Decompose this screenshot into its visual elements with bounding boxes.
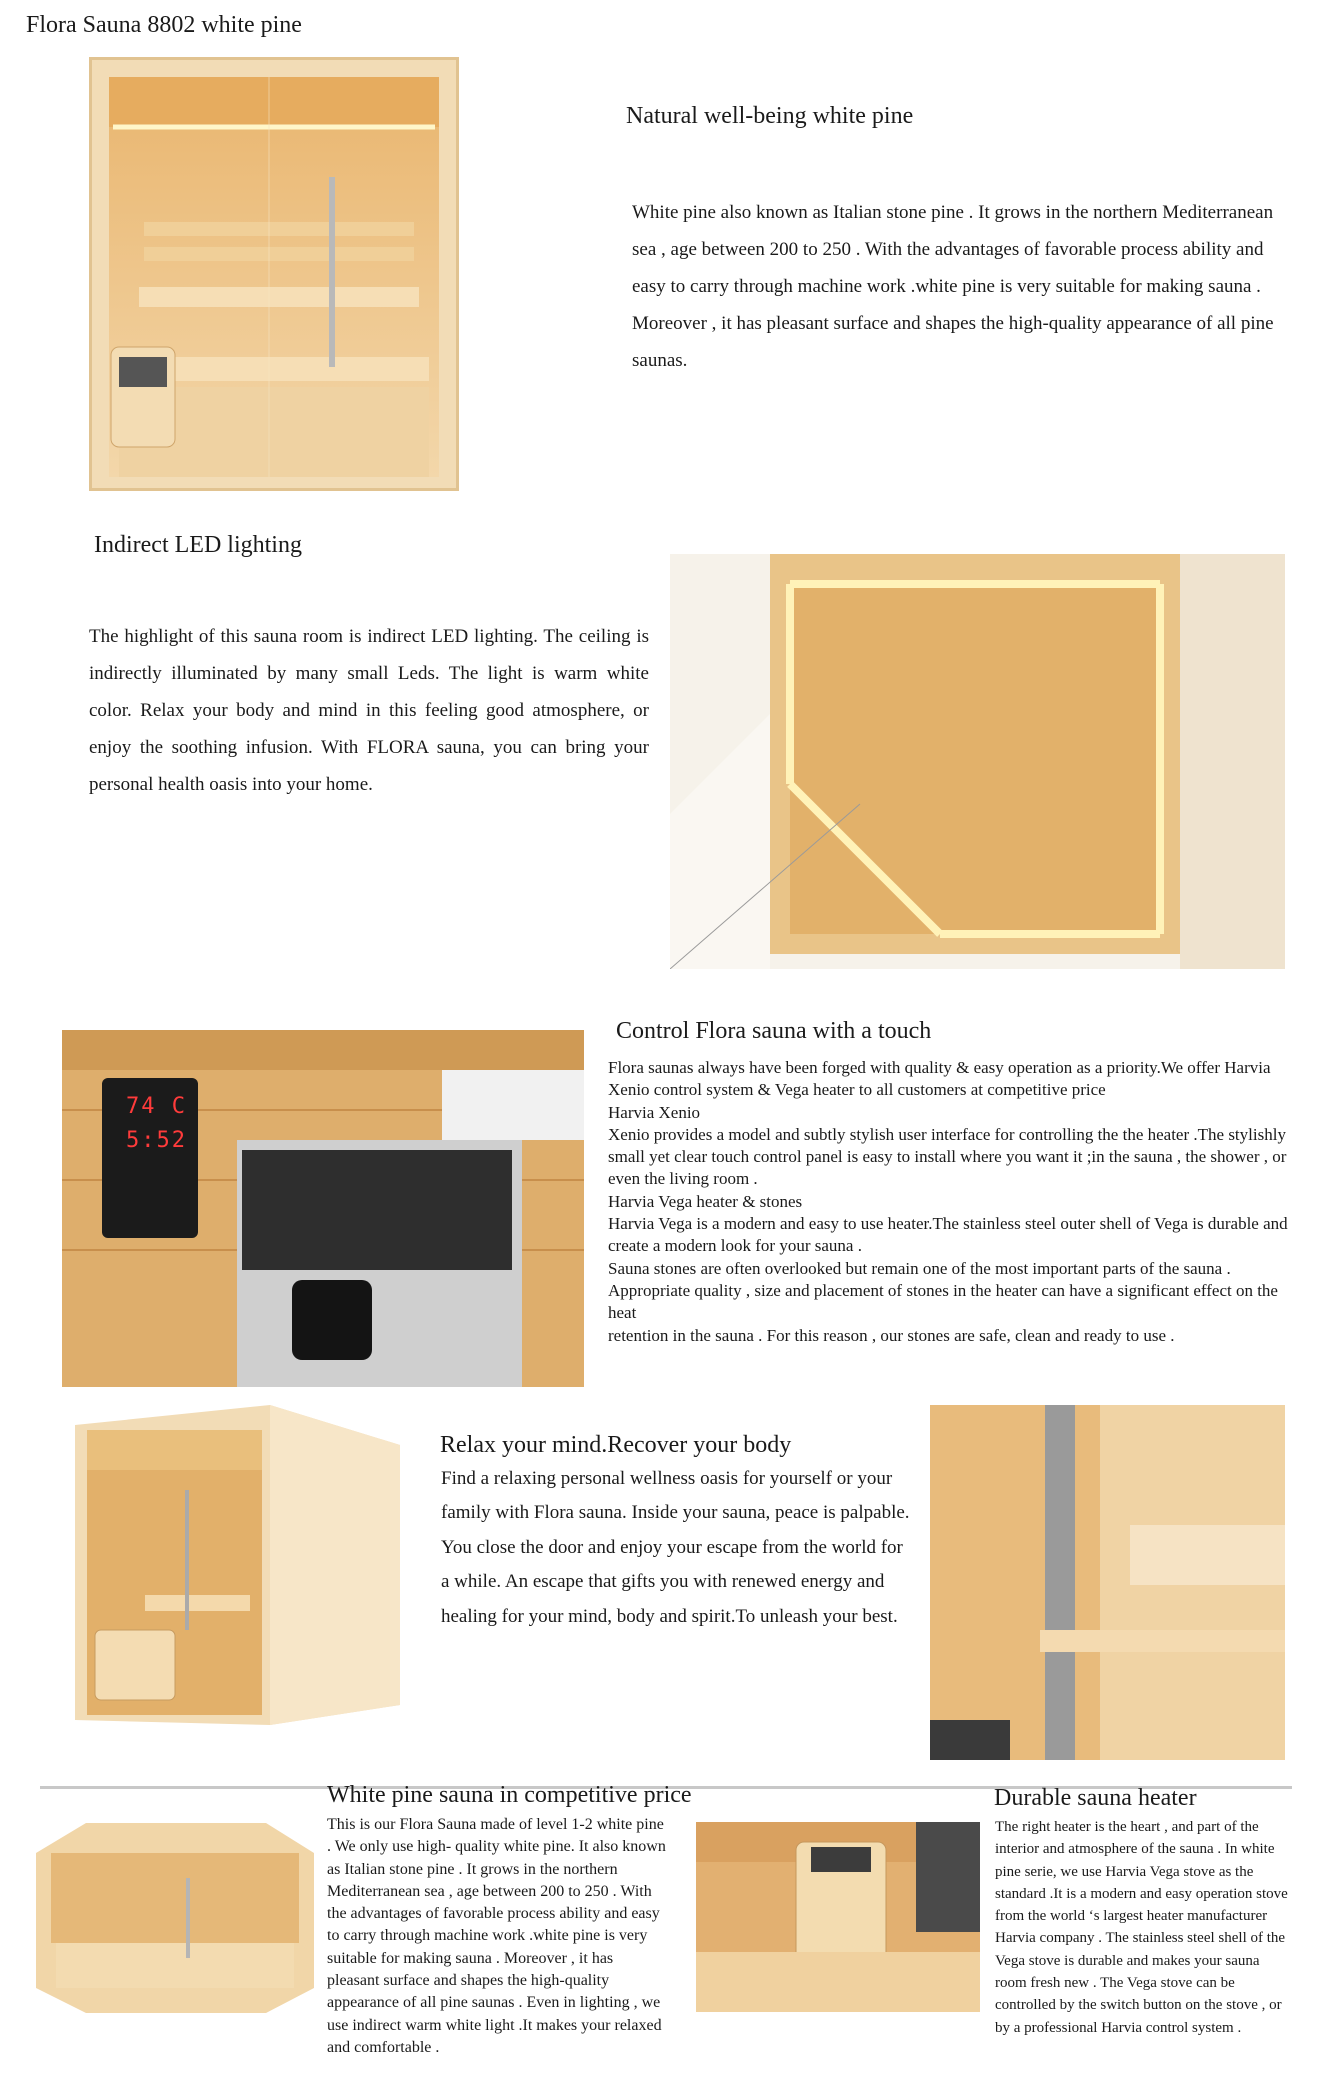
control-line: Harvia Xenio bbox=[608, 1102, 701, 1122]
heater-photo bbox=[696, 1822, 980, 2012]
led-text: The highlight of this sauna room is indirect LED lighting. The ceiling is indirectly illuminated by many small Leds. The light is warm white color. Relax your body and mind in this feeling good atmosphere, or enjoy the soothing infusion. With FLORA sauna, you can bring your personal health oasis into your home. bbox=[89, 626, 649, 795]
control-line: Flora saunas always have been forged with quality & easy operation as a priority.We offer Harvia Xenio control system & Vega heater to all customers at competitive price bbox=[608, 1058, 1271, 1100]
sauna-door-interior-photo bbox=[930, 1405, 1285, 1760]
relax-text: Find a relaxing personal wellness oasis for yourself or your family with Flora sauna. Inside your sauna, peace is palpable. You close the door and enjoy your escape from the world for a while. An escape that gifts you with renewed energy and healing for your mind, body and spirit.To unleash your best. bbox=[441, 1468, 910, 1627]
control-line: Sauna stones are often overlooked but remain one of the most important parts of the sauna . bbox=[608, 1258, 1231, 1278]
control-line: Harvia Vega is a modern and easy to use heater.The stainless steel outer shell of Vega is durable and create a modern look for your sauna . bbox=[608, 1214, 1288, 1256]
page-title: Flora Sauna 8802 white pine bbox=[26, 12, 302, 38]
white-pine-heading: Natural well-being white pine bbox=[626, 103, 914, 129]
panel-temp-readout: 74 C bbox=[126, 1094, 187, 1119]
sauna-front-photo bbox=[89, 57, 459, 491]
control-line: retention in the sauna . For this reason , our stones are safe, clean and ready to use . bbox=[608, 1325, 1175, 1345]
led-ceiling-photo bbox=[670, 554, 1285, 969]
control-line: Harvia Vega heater & stones bbox=[608, 1191, 803, 1211]
led-heading: Indirect LED lighting bbox=[94, 532, 302, 558]
control-panel-heater-photo bbox=[62, 1030, 584, 1387]
price-text: This is our Flora Sauna made of level 1-2 white pine . We only use high- quality white pine. It also known as Italian stone pine . It grows in the northern Mediterranean sea , age between 200 to 250 . With the advantages of favorable process ability and easy to carry through machine work .white pine is very suitable for making sauna . Moreover , it has pleasant surface and shapes the high-quality appearance of all pine saunas . Even in lighting , we use indirect warm white light .It makes your relaxed and comfortable . bbox=[327, 1816, 666, 2056]
white-pine-text: White pine also known as Italian stone pine . It grows in the northern Mediterranean sea , age between 200 to 250 . With the advantages of favorable process ability and easy to carry through machine work .white pine is very suitable for making sauna . Moreover , it has pleasant surface and shapes the high-quality appearance of all pine saunas. bbox=[632, 202, 1274, 371]
heater-heading: Durable sauna heater bbox=[994, 1785, 1197, 1811]
sauna-cabin-photo bbox=[75, 1405, 400, 1725]
control-text bbox=[608, 1057, 1288, 1347]
panel-time-readout: 5:52 bbox=[126, 1128, 187, 1153]
control-line: Appropriate quality , size and placement of stones in the heater can have a significant effect on the heat bbox=[608, 1280, 1278, 1323]
relax-heading: Relax your mind.Recover your body bbox=[440, 1432, 792, 1458]
control-line: Xenio provides a model and subtly stylish user interface for controlling the the heater .The stylishly small yet clear touch control panel is easy to install where you want it ;in the sauna , the shower , or even the living room . bbox=[608, 1124, 1287, 1189]
price-heading: White pine sauna in competitive price bbox=[327, 1782, 692, 1808]
control-heading: Control Flora sauna with a touch bbox=[616, 1018, 932, 1044]
corner-sauna-photo bbox=[36, 1818, 314, 2013]
heater-text: The right heater is the heart , and part of the interior and atmosphere of the sauna . In white pine serie, we use Harvia Vega stove as the standard .It is a modern and easy operation stove from the world ‘s largest heater manufacturer Harvia company . The stainless steel shell of the Vega stove is durable and makes your sauna room fresh new . The Vega stove can be controlled by the switch button on the stove , or by a professional Harvia control system . bbox=[995, 1819, 1288, 2036]
